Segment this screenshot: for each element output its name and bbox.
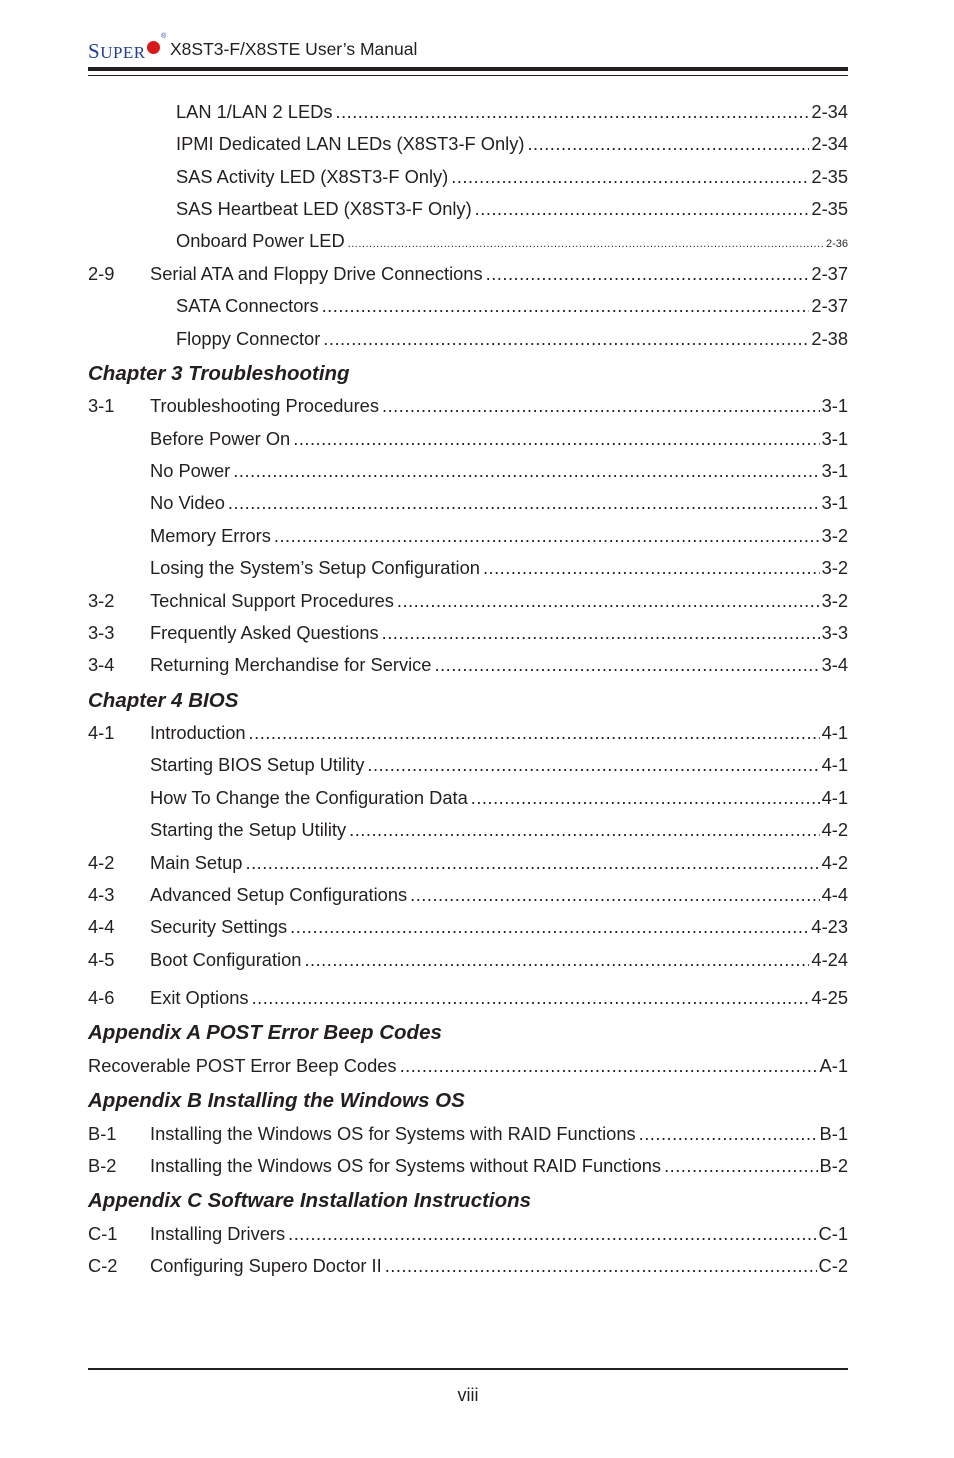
toc-leader-dots [400,1055,818,1077]
toc-entry[interactable] [88,590,848,614]
chapter-heading[interactable]: Appendix A POST Error Beep Codes [88,1021,442,1044]
toc-entry-page: 4-24 [811,949,848,970]
toc-entry-page: 3-2 [821,525,848,546]
toc-entry[interactable] [88,654,848,678]
toc-entry[interactable] [88,1223,848,1247]
toc-entry-page: 2-38 [811,328,848,349]
toc-entry-page: 4-1 [821,722,848,743]
toc-entry-page: 3-1 [821,492,848,513]
logo-rest: UPER [100,43,146,62]
toc-leader-dots [274,525,820,547]
chapter-heading[interactable]: Appendix C Software Installation Instructions [88,1189,532,1212]
toc-entry-title: Main Setup [150,852,243,873]
manual-title: X8ST3-F/X8STE User’s Manual [170,39,418,59]
toc-leader-dots [322,295,810,317]
header-rule-thin [88,75,848,76]
toc-entry-page: 3-2 [821,590,848,611]
toc-entry-page: 4-2 [821,819,848,840]
toc-entry-number: B-2 [88,1155,117,1176]
toc-entry-title: Troubleshooting Procedures [150,395,379,416]
footer-rule [88,1368,848,1370]
toc-entry[interactable] [88,460,848,484]
logo-initial: S [88,39,101,63]
toc-leader-dots [486,263,810,285]
logo-trademark: ® [161,33,167,40]
toc-entry-title: Boot Configuration [150,949,302,970]
toc-entry[interactable] [88,622,848,646]
toc-entry-title: Installing the Windows OS for Systems with RAID Functions [150,1123,636,1144]
toc-entry-title: Starting BIOS Setup Utility [150,754,365,775]
toc-leader-dots [527,133,809,155]
toc-entry[interactable] [88,1155,848,1179]
chapter-heading[interactable]: Chapter 4 BIOS [88,689,239,712]
toc-entry-page: 3-3 [821,622,848,643]
toc-entry[interactable] [88,133,848,157]
toc-entry[interactable] [88,722,848,746]
toc-entry-title: Configuring Supero Doctor II [150,1255,382,1276]
chapter-heading[interactable]: Chapter 3 Troubleshooting [88,362,350,385]
toc-entry[interactable] [88,787,848,811]
toc-entry-number: 3-1 [88,395,115,416]
toc-entry-number: 4-1 [88,722,115,743]
toc-entry-page: 3-1 [821,460,848,481]
toc-leader-dots [249,722,820,744]
toc-entry-page: C-2 [818,1255,848,1276]
toc-entry-page: 2-36 [825,238,848,250]
toc-entry-title: Introduction [150,722,246,743]
toc-entry-page: 3-2 [821,557,848,578]
toc-leader-dots [664,1155,817,1177]
toc-entry-number: C-1 [88,1223,118,1244]
toc-entry-title: Technical Support Procedures [150,590,394,611]
toc-leader-dots [385,1255,817,1277]
toc-entry-title: Exit Options [150,987,249,1008]
toc-leader-dots [471,787,820,809]
toc-leader-dots [290,916,809,938]
toc-entry-title: Returning Merchandise for Service [150,654,432,675]
toc-entry[interactable] [88,1255,848,1279]
toc-leader-dots [323,328,809,350]
toc-entry-title: Before Power On [150,428,291,449]
toc-leader-dots [228,492,820,514]
toc-entry-title: Recoverable POST Error Beep Codes [88,1055,397,1076]
toc-entry-title: Onboard Power LED [176,230,345,251]
toc-leader-dots [434,654,819,676]
toc-entry[interactable] [88,101,848,125]
toc-leader-dots [475,198,810,220]
toc-entry[interactable] [88,328,848,352]
toc-entry-number: 4-5 [88,949,115,970]
toc-entry[interactable] [88,819,848,843]
toc-entry-number: 4-2 [88,852,115,873]
toc-leader-dots [252,987,810,1009]
toc-entry-page: 3-1 [821,395,848,416]
toc-entry-number: 3-4 [88,654,115,675]
toc-entry-title: No Power [150,460,231,481]
toc-entry-title: How To Change the Configuration Data [150,787,468,808]
toc-entry-title: Losing the System’s Setup Configuration [150,557,480,578]
toc-entry-title: SATA Connectors [176,295,319,316]
toc-entry[interactable] [88,1055,848,1079]
toc-entry[interactable] [88,1123,848,1147]
toc-leader-dots [304,949,809,971]
page-header [88,33,848,64]
toc-entry-page: 2-37 [811,295,848,316]
toc-entry-page: 4-25 [811,987,848,1008]
toc-entry-title: No Video [150,492,225,513]
toc-leader-dots [382,622,820,644]
toc-entry-page: 2-37 [811,263,848,284]
chapter-heading[interactable]: Appendix B Installing the Windows OS [88,1089,465,1112]
toc-entry-page: B-1 [819,1123,848,1144]
toc-entry-number: 4-6 [88,987,115,1008]
toc-entry-page: A-1 [819,1055,848,1076]
toc-entry[interactable] [88,916,848,940]
toc-entry-title: Advanced Setup Configurations [150,884,408,905]
toc-entry[interactable] [88,428,848,452]
toc-entry[interactable] [88,492,848,516]
header-rule-thick [88,67,848,71]
toc-entry[interactable] [88,395,848,419]
toc-entry-title: SAS Activity LED (X8ST3-F Only) [176,166,449,187]
supero-logo [88,39,146,64]
toc-entry-page: 4-1 [821,787,848,808]
toc-entry-title: Installing the Windows OS for Systems without RAID Functions [150,1155,662,1176]
toc-entry-number: 4-3 [88,884,115,905]
toc-leader-dots [348,238,824,250]
toc-entry-page: 4-1 [821,754,848,775]
logo-dot-icon [147,41,160,54]
toc-leader-dots [451,166,809,188]
toc-entry-number: 3-2 [88,590,115,611]
toc-leader-dots [367,754,819,776]
toc-entry-title: Frequently Asked Questions [150,622,379,643]
toc-entry[interactable] [88,230,848,254]
toc-entry[interactable] [88,987,848,1011]
toc-entry-title: SAS Heartbeat LED (X8ST3-F Only) [176,198,472,219]
toc-entry-page: B-2 [819,1155,848,1176]
toc-leader-dots [483,557,820,579]
toc-leader-dots [233,460,819,482]
toc-entry[interactable] [88,295,848,319]
toc-entry-page: 2-34 [811,101,848,122]
toc-leader-dots [349,819,819,841]
toc-entry-title: Installing Drivers [150,1223,286,1244]
toc-entry-page: 2-34 [811,133,848,154]
toc-leader-dots [382,395,820,417]
toc-entry-page: 4-2 [821,852,848,873]
toc-entry-page: 4-23 [811,916,848,937]
toc-entry-title: Memory Errors [150,525,271,546]
toc-entry-title: Floppy Connector [176,328,321,349]
toc-entry[interactable] [88,852,848,876]
toc-entry-page: 3-4 [821,654,848,675]
toc-leader-dots [639,1123,818,1145]
toc-entry-page: 3-1 [821,428,848,449]
toc-leader-dots [410,884,819,906]
toc-entry[interactable] [88,557,848,581]
toc-entry[interactable] [88,754,848,778]
toc-entry[interactable] [88,166,848,190]
toc-entry[interactable] [88,525,848,549]
toc-entry-page: C-1 [818,1223,848,1244]
toc-leader-dots [293,428,819,450]
toc-leader-dots [288,1223,816,1245]
toc-entry-title: LAN 1/LAN 2 LEDs [176,101,333,122]
toc-entry-number: C-2 [88,1255,118,1276]
toc-leader-dots [397,590,820,612]
toc-entry[interactable] [88,263,848,287]
toc-entry-page: 2-35 [811,166,848,187]
toc-entry-number: 2-9 [88,263,115,284]
toc-entry[interactable] [88,884,848,908]
toc-entry-title: IPMI Dedicated LAN LEDs (X8ST3-F Only) [176,133,525,154]
toc-entry-number: B-1 [88,1123,117,1144]
toc-leader-dots [335,101,809,123]
page-number: viii [457,1385,479,1405]
toc-entry-title: Security Settings [150,916,288,937]
toc-entry-title: Serial ATA and Floppy Drive Connections [150,263,483,284]
toc-entry-number: 3-3 [88,622,115,643]
toc-entry-number: 4-4 [88,916,115,937]
toc-entry-title: Starting the Setup Utility [150,819,347,840]
toc-entry-page: 2-35 [811,198,848,219]
toc-entry-page: 4-4 [821,884,848,905]
toc-entry[interactable] [88,198,848,222]
toc-leader-dots [245,852,819,874]
toc-entry[interactable] [88,949,848,973]
